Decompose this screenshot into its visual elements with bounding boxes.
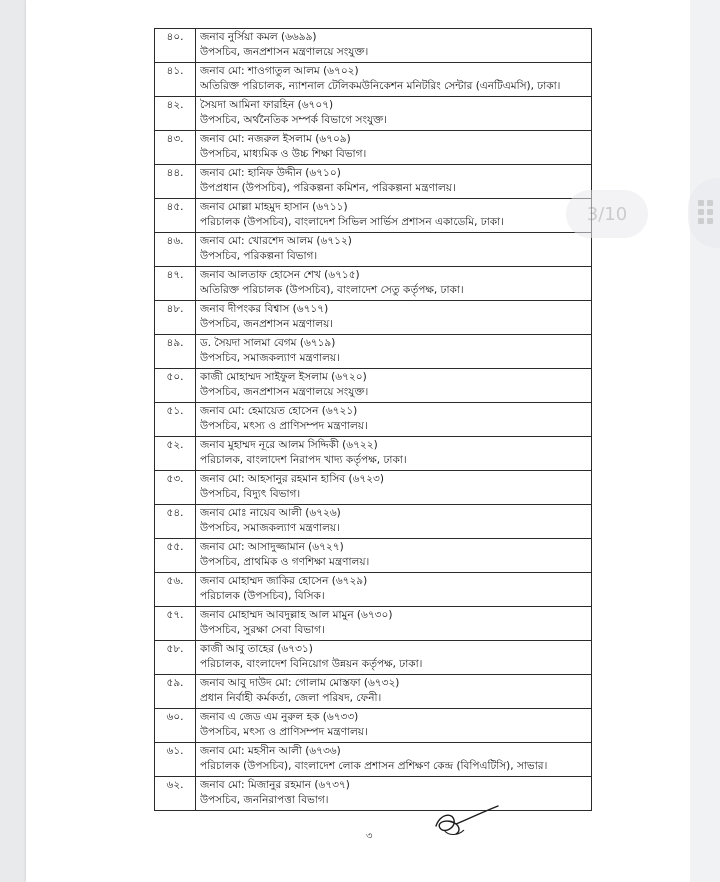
table-row xyxy=(155,199,592,233)
officer-name: জনাব মোল্লা মাহমুদ হাসান (৬৭১১) xyxy=(200,201,348,213)
table-row xyxy=(155,369,592,403)
serial-number: ৫৭. xyxy=(155,607,196,641)
officer-posting: উপসচিব, সুরক্ষা সেবা বিভাগ। xyxy=(200,624,325,636)
serial-number: ৪০. xyxy=(155,29,196,63)
table-row xyxy=(155,709,592,743)
officer-posting: উপসচিব, অর্থনৈতিক সম্পর্ক বিভাগে সংযুক্ত। xyxy=(200,114,387,126)
serial-number: ৪৯. xyxy=(155,335,196,369)
officer-name: জনাব মোঃ নায়েব আলী (৬৭২৬) xyxy=(200,507,341,519)
serial-number: ৬০. xyxy=(155,709,196,743)
serial-number: ৫৪. xyxy=(155,505,196,539)
officer-entry xyxy=(196,63,592,97)
officer-name: জনাব দীপংকর বিশ্বাস (৬৭১৭) xyxy=(200,303,329,315)
table-row xyxy=(155,607,592,641)
officer-entry xyxy=(196,505,592,539)
signature-icon xyxy=(430,800,504,850)
officer-entry xyxy=(196,199,592,233)
officer-entry xyxy=(196,709,592,743)
serial-number: ৫৬. xyxy=(155,573,196,607)
officer-name: জনাব আলতাফ হোসেন শেখ (৬৭১৫) xyxy=(200,269,360,281)
officer-entry xyxy=(196,131,592,165)
grid-icon xyxy=(698,200,714,224)
officer-entry xyxy=(196,97,592,131)
officer-posting: প্রধান নির্বাহী কর্মকর্তা, জেলা পরিষদ, ফেনী। xyxy=(200,692,382,704)
officer-entry xyxy=(196,777,592,811)
serial-number: ৪৫. xyxy=(155,199,196,233)
officer-posting: পরিচালক (উপসচিব), বিসিক। xyxy=(200,590,325,602)
officer-entry xyxy=(196,335,592,369)
serial-number: ৪৬. xyxy=(155,233,196,267)
officer-entry xyxy=(196,539,592,573)
officer-posting: উপসচিব, মৎস্য ও প্রাণিসম্পদ মন্ত্রণালয়। xyxy=(200,726,368,738)
serial-number: ৫০. xyxy=(155,369,196,403)
officer-posting: উপসচিব, জনপ্রশাসন মন্ত্রণালয়ে সংযুক্ত। xyxy=(200,386,369,398)
officer-name: জনাব মো: খোরশেদ আলম (৬৭১২) xyxy=(200,235,352,247)
officer-name: জনাব মুহাম্মদ নূরে আলম সিদ্দিকী (৬৭২২) xyxy=(200,439,378,451)
officer-name: জনাব মো: মহসীন আলী (৬৭৩৬) xyxy=(200,745,341,757)
officer-posting: পরিচালক (উপসচিব), বাংলাদেশ লোক প্রশাসন প্রশিক্ষণ কেন্দ্র (বিপিএটিসি), সাভার। xyxy=(200,760,548,772)
table-row xyxy=(155,97,592,131)
table-row xyxy=(155,335,592,369)
table-row xyxy=(155,437,592,471)
officer-entry xyxy=(196,573,592,607)
officer-name: জনাব আবু দাউদ মো: গোলাম মোস্তফা (৬৭৩২) xyxy=(200,677,400,689)
officer-entry xyxy=(196,471,592,505)
serial-number: ৫২. xyxy=(155,437,196,471)
officer-posting: অতিরিক্ত পরিচালক (উপসচিব), বাংলাদেশ সেতু কর্তৃপক্ষ, ঢাকা। xyxy=(200,284,464,296)
serial-number: ৬২. xyxy=(155,777,196,811)
serial-number: ৪৭. xyxy=(155,267,196,301)
officer-entry xyxy=(196,743,592,777)
table-row xyxy=(155,505,592,539)
officer-entry xyxy=(196,675,592,709)
table-row xyxy=(155,403,592,437)
officer-name: সৈয়দা আমিনা ফারহিন (৬৭০৭) xyxy=(200,99,334,111)
officer-posting: উপসচিব, পরিকল্পনা বিভাগ। xyxy=(200,250,318,262)
officer-name: জনাব নুর্সিয়া কমল (৬৬৯৯) xyxy=(200,31,317,43)
table-row xyxy=(155,131,592,165)
officer-posting: উপসচিব, বিদ্যুৎ বিভাগ। xyxy=(200,488,301,500)
officer-entry xyxy=(196,437,592,471)
officer-name: জনাব মো: শাওগাতুল আলম (৬৭০২) xyxy=(200,65,359,77)
officer-posting: পরিচালক, বাংলাদেশ বিনিয়োগ উন্নয়ন কর্তৃপক্ষ, ঢাকা। xyxy=(200,658,423,670)
table-row xyxy=(155,267,592,301)
officer-name: জনাব মো: নজরুল ইসলাম (৬৭০৯) xyxy=(200,133,351,145)
officer-name: জনাব মো: আহসানুর রহমান হাসিব (৬৭২৩) xyxy=(200,473,384,485)
table-row xyxy=(155,471,592,505)
officer-posting: অতিরিক্ত পরিচালক, ন্যাশনাল টেলিকমউনিকেশন মনিটরিং সেন্টার (এনটিএমসি), ঢাকা। xyxy=(200,80,561,92)
officer-posting: উপসচিব, জনপ্রশাসন মন্ত্রণালয়ে সংযুক্ত। xyxy=(200,46,369,58)
table-row xyxy=(155,675,592,709)
table-row xyxy=(155,233,592,267)
page-number: ৩ xyxy=(366,831,373,842)
serial-number: ৫৮. xyxy=(155,641,196,675)
officer-entry xyxy=(196,607,592,641)
viewer-side-strip xyxy=(690,0,720,882)
officer-posting: পরিচালক, বাংলাদেশ নিরাপদ খাদ্য কর্তৃপক্ষ, ঢাকা। xyxy=(200,454,407,466)
serial-number: ৫৫. xyxy=(155,539,196,573)
officer-name: জনাব মো: মিজানুর রহমান (৬৭৩৭) xyxy=(200,779,350,791)
serial-number: ৪৮. xyxy=(155,301,196,335)
officer-list-table xyxy=(154,28,592,811)
page-counter: 3/10 xyxy=(566,190,648,238)
serial-number: ৫৩. xyxy=(155,471,196,505)
officer-entry xyxy=(196,641,592,675)
table-row xyxy=(155,301,592,335)
officer-list-body xyxy=(155,29,592,811)
officer-posting: উপসচিব, জনপ্রশাসন মন্ত্রণালয়। xyxy=(200,318,334,330)
officer-name: জনাব মোহাম্মদ জাকির হোসেন (৬৭২৯) xyxy=(200,575,368,587)
serial-number: ৫১. xyxy=(155,403,196,437)
serial-number: ৫৯. xyxy=(155,675,196,709)
officer-name: ড. সৈয়দা সালমা বেগম (৬৭১৯) xyxy=(200,337,336,349)
officer-posting: পরিচালক (উপসচিব), বাংলাদেশ সিভিল সার্ভিস প্রশাসন একাডেমি, ঢাকা। xyxy=(200,216,504,228)
serial-number: ৬১. xyxy=(155,743,196,777)
officer-name: কাজী মোহাম্মদ সাইফুল ইসলাম (৬৭২০) xyxy=(200,371,367,383)
officer-entry xyxy=(196,29,592,63)
table-row xyxy=(155,743,592,777)
officer-entry xyxy=(196,267,592,301)
officer-posting: উপসচিব, প্রাথমিক ও গণশিক্ষা মন্ত্রণালয়। xyxy=(200,556,370,568)
table-row xyxy=(155,63,592,97)
table-row xyxy=(155,777,592,811)
officer-posting: উপসচিব, জননিরাপত্তা বিভাগ। xyxy=(200,794,329,806)
officer-entry xyxy=(196,403,592,437)
serial-number: ৪১. xyxy=(155,63,196,97)
table-row xyxy=(155,573,592,607)
officer-name: কাজী আবু তাহের (৬৭৩১) xyxy=(200,643,313,655)
officer-name: জনাব মো: হানিফ উদ্দীন (৬৭১০) xyxy=(200,167,341,179)
serial-number: ৪২. xyxy=(155,97,196,131)
officer-name: জনাব মোহাম্মদ আবদুল্লাহ আল মামুন (৬৭৩০) xyxy=(200,609,393,621)
serial-number: ৪৪. xyxy=(155,165,196,199)
table-row xyxy=(155,165,592,199)
officer-posting: উপসচিব, সমাজকল্যাণ মন্ত্রণালয়। xyxy=(200,352,340,364)
officer-entry xyxy=(196,233,592,267)
officer-posting: উপপ্রধান (উপসচিব), পরিকল্পনা কমিশন, পরিকল্পনা মন্ত্রণালয়। xyxy=(200,182,456,194)
officer-entry xyxy=(196,165,592,199)
officer-posting: উপসচিব, মাধ্যমিক ও উচ্চ শিক্ষা বিভাগ। xyxy=(200,148,367,160)
table-row xyxy=(155,539,592,573)
officer-posting: উপসচিব, সমাজকল্যাণ মন্ত্রণালয়। xyxy=(200,522,340,534)
officer-name: জনাব মো: আসাদুজ্জামান (৬৭২৭) xyxy=(200,541,344,553)
serial-number: ৪৩. xyxy=(155,131,196,165)
table-row xyxy=(155,641,592,675)
table-row xyxy=(155,29,592,63)
officer-name: জনাব মো: হেমায়েত হোসেন (৬৭২১) xyxy=(200,405,358,417)
officer-entry xyxy=(196,369,592,403)
officer-name: জনাব এ জেড এম নুরুল হক (৬৭৩৩) xyxy=(200,711,359,723)
officer-entry xyxy=(196,301,592,335)
officer-posting: উপসচিব, মৎস্য ও প্রাণিসম্পদ মন্ত্রণালয়। xyxy=(200,420,368,432)
